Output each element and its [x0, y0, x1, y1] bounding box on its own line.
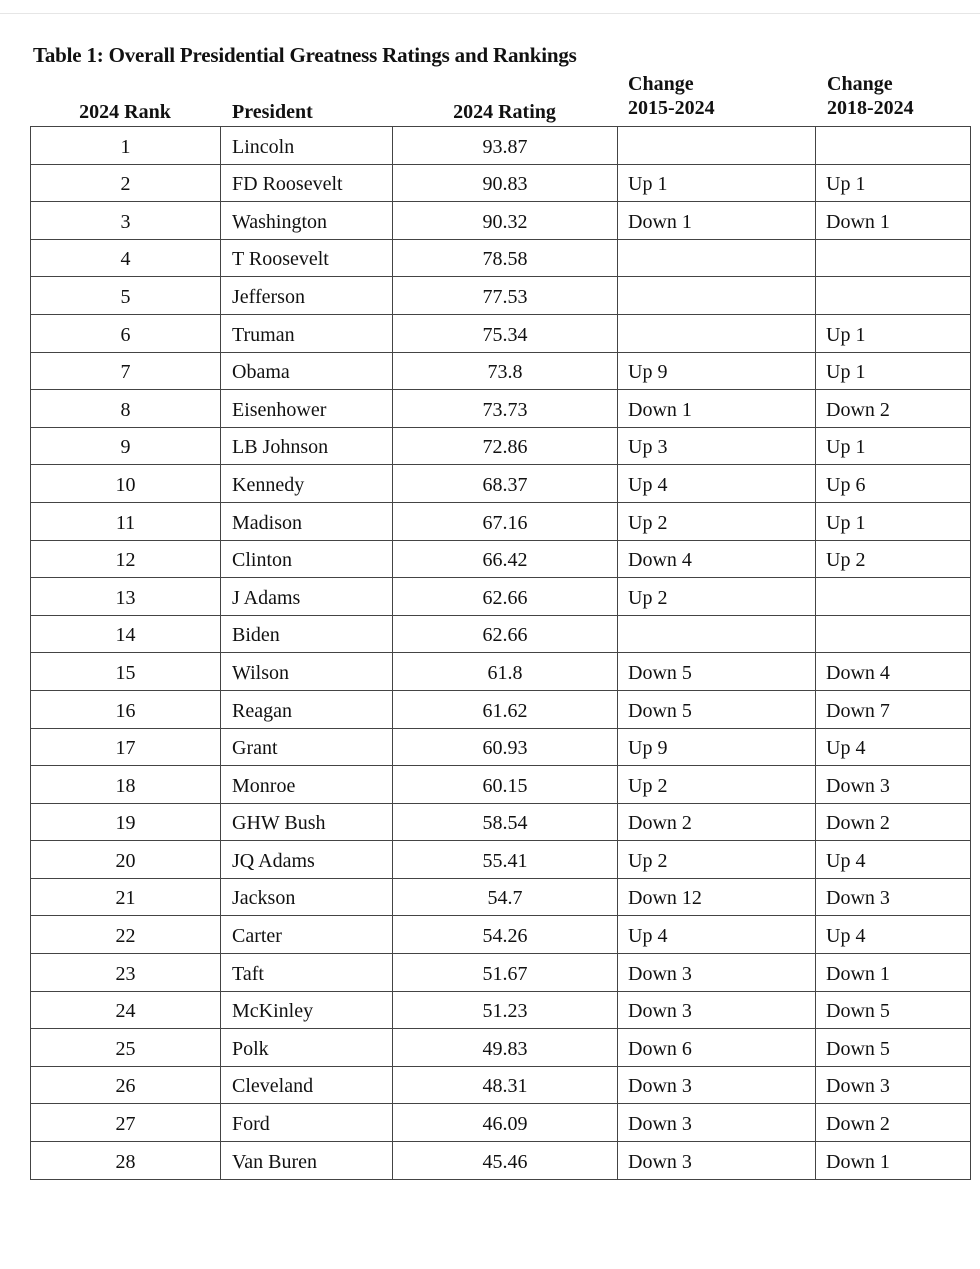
cell-change-2018-2024: Down 5 — [816, 1029, 971, 1067]
cell-president: Carter — [221, 916, 393, 954]
table-row — [31, 202, 971, 240]
cell-president: Eisenhower — [221, 390, 393, 428]
table-row — [31, 427, 971, 465]
cell-change-2015-2024: Down 12 — [618, 878, 816, 916]
cell-rank: 17 — [31, 728, 221, 766]
cell-rating: 78.58 — [393, 239, 618, 277]
table-row — [31, 239, 971, 277]
table-title: Table 1: Overall Presidential Greatness Ratings and Rankings — [33, 43, 577, 67]
cell-rank: 6 — [31, 314, 221, 352]
cell-change-2018-2024: Down 2 — [816, 803, 971, 841]
cell-rating: 46.09 — [393, 1104, 618, 1142]
table-row — [31, 916, 971, 954]
cell-change-2015-2024: Down 3 — [618, 1142, 816, 1180]
cell-rating: 61.62 — [393, 690, 618, 728]
cell-change-2018-2024: Up 4 — [816, 728, 971, 766]
cell-rank: 13 — [31, 578, 221, 616]
cell-change-2015-2024: Up 2 — [618, 841, 816, 879]
cell-change-2018-2024: Up 2 — [816, 540, 971, 578]
cell-rank: 8 — [31, 390, 221, 428]
column-header-change-2018-2024 — [827, 72, 914, 120]
table-row — [31, 615, 971, 653]
cell-rating: 62.66 — [393, 615, 618, 653]
cell-rating: 62.66 — [393, 578, 618, 616]
column-header-change-2015-2024 — [628, 72, 715, 120]
cell-rating: 58.54 — [393, 803, 618, 841]
column-header-change-2015-2024-line2: 2015-2024 — [628, 97, 715, 119]
table-row — [31, 1029, 971, 1067]
cell-president: Madison — [221, 502, 393, 540]
cell-change-2018-2024: Down 4 — [816, 653, 971, 691]
cell-rank: 12 — [31, 540, 221, 578]
cell-president: Reagan — [221, 690, 393, 728]
cell-change-2015-2024: Up 9 — [618, 352, 816, 390]
cell-president: J Adams — [221, 578, 393, 616]
cell-rating: 60.93 — [393, 728, 618, 766]
cell-president: Ford — [221, 1104, 393, 1142]
cell-change-2018-2024 — [816, 615, 971, 653]
cell-change-2015-2024: Up 9 — [618, 728, 816, 766]
cell-change-2018-2024 — [816, 277, 971, 315]
table-row — [31, 314, 971, 352]
table-row — [31, 502, 971, 540]
cell-rating: 48.31 — [393, 1066, 618, 1104]
cell-president: Obama — [221, 352, 393, 390]
cell-rank: 18 — [31, 766, 221, 804]
table-row — [31, 841, 971, 879]
cell-rating: 60.15 — [393, 766, 618, 804]
cell-change-2018-2024: Down 3 — [816, 878, 971, 916]
cell-change-2018-2024: Down 1 — [816, 954, 971, 992]
cell-change-2015-2024 — [618, 314, 816, 352]
cell-rank: 22 — [31, 916, 221, 954]
table-row — [31, 578, 971, 616]
cell-rating: 66.42 — [393, 540, 618, 578]
table-row — [31, 803, 971, 841]
cell-rank: 14 — [31, 615, 221, 653]
table-row — [31, 164, 971, 202]
cell-rank: 16 — [31, 690, 221, 728]
cell-president: Lincoln — [221, 127, 393, 165]
cell-rank: 26 — [31, 1066, 221, 1104]
cell-president: Wilson — [221, 653, 393, 691]
cell-president: Van Buren — [221, 1142, 393, 1180]
column-header-change-2015-2024-line1: Change — [628, 73, 694, 95]
cell-rank: 9 — [31, 427, 221, 465]
cell-rank: 21 — [31, 878, 221, 916]
cell-rating: 54.7 — [393, 878, 618, 916]
cell-rank: 27 — [31, 1104, 221, 1142]
cell-change-2018-2024: Up 6 — [816, 465, 971, 503]
cell-rating: 73.8 — [393, 352, 618, 390]
table-row — [31, 277, 971, 315]
column-header-rating: 2024 Rating — [453, 101, 556, 123]
column-header-president: President — [232, 101, 313, 123]
page-top-divider — [0, 13, 980, 14]
cell-change-2018-2024: Up 4 — [816, 916, 971, 954]
cell-rating: 68.37 — [393, 465, 618, 503]
cell-change-2018-2024 — [816, 239, 971, 277]
table-row — [31, 1066, 971, 1104]
cell-change-2015-2024: Down 2 — [618, 803, 816, 841]
cell-rating: 51.23 — [393, 991, 618, 1029]
cell-president: FD Roosevelt — [221, 164, 393, 202]
cell-rating: 45.46 — [393, 1142, 618, 1180]
cell-rating: 90.32 — [393, 202, 618, 240]
table-row — [31, 352, 971, 390]
cell-change-2018-2024: Up 1 — [816, 164, 971, 202]
cell-rating: 73.73 — [393, 390, 618, 428]
cell-president: T Roosevelt — [221, 239, 393, 277]
cell-change-2015-2024: Down 4 — [618, 540, 816, 578]
cell-change-2018-2024: Down 1 — [816, 1142, 971, 1180]
cell-rating: 49.83 — [393, 1029, 618, 1067]
cell-change-2018-2024: Down 2 — [816, 390, 971, 428]
cell-change-2015-2024: Up 2 — [618, 766, 816, 804]
cell-change-2015-2024: Down 3 — [618, 954, 816, 992]
cell-rating: 51.67 — [393, 954, 618, 992]
cell-president: Taft — [221, 954, 393, 992]
cell-rating: 90.83 — [393, 164, 618, 202]
cell-rank: 28 — [31, 1142, 221, 1180]
cell-president: McKinley — [221, 991, 393, 1029]
cell-change-2015-2024: Up 3 — [618, 427, 816, 465]
cell-change-2018-2024: Down 3 — [816, 766, 971, 804]
rankings-table-body — [31, 127, 971, 1180]
cell-president: Biden — [221, 615, 393, 653]
cell-change-2015-2024: Down 5 — [618, 653, 816, 691]
table-row — [31, 390, 971, 428]
cell-president: Monroe — [221, 766, 393, 804]
cell-rating: 54.26 — [393, 916, 618, 954]
cell-president: Jackson — [221, 878, 393, 916]
cell-change-2015-2024: Up 1 — [618, 164, 816, 202]
cell-change-2015-2024: Up 4 — [618, 916, 816, 954]
table-row — [31, 127, 971, 165]
cell-rank: 15 — [31, 653, 221, 691]
cell-change-2015-2024: Down 3 — [618, 991, 816, 1029]
cell-rank: 10 — [31, 465, 221, 503]
cell-change-2015-2024: Down 6 — [618, 1029, 816, 1067]
cell-president: Washington — [221, 202, 393, 240]
cell-change-2015-2024: Up 2 — [618, 502, 816, 540]
cell-change-2018-2024: Up 4 — [816, 841, 971, 879]
cell-change-2018-2024: Down 5 — [816, 991, 971, 1029]
column-header-change-2018-2024-line1: Change — [827, 73, 893, 95]
cell-rank: 7 — [31, 352, 221, 390]
table-row — [31, 540, 971, 578]
table-row — [31, 1142, 971, 1180]
cell-rating: 93.87 — [393, 127, 618, 165]
cell-rank: 25 — [31, 1029, 221, 1067]
cell-change-2015-2024: Down 1 — [618, 390, 816, 428]
cell-change-2015-2024 — [618, 277, 816, 315]
table-row — [31, 991, 971, 1029]
cell-change-2015-2024: Down 3 — [618, 1104, 816, 1142]
cell-change-2018-2024: Down 1 — [816, 202, 971, 240]
cell-change-2018-2024: Up 1 — [816, 427, 971, 465]
cell-president: Jefferson — [221, 277, 393, 315]
table-row — [31, 954, 971, 992]
cell-change-2018-2024 — [816, 127, 971, 165]
cell-rank: 5 — [31, 277, 221, 315]
cell-change-2015-2024 — [618, 615, 816, 653]
cell-change-2015-2024: Down 5 — [618, 690, 816, 728]
table-row — [31, 766, 971, 804]
cell-rating: 77.53 — [393, 277, 618, 315]
cell-president: Clinton — [221, 540, 393, 578]
cell-change-2015-2024 — [618, 127, 816, 165]
cell-rating: 67.16 — [393, 502, 618, 540]
table-row — [31, 465, 971, 503]
cell-rank: 2 — [31, 164, 221, 202]
cell-rating: 55.41 — [393, 841, 618, 879]
cell-change-2018-2024: Down 7 — [816, 690, 971, 728]
table-row — [31, 728, 971, 766]
cell-president: Polk — [221, 1029, 393, 1067]
table-row — [31, 878, 971, 916]
table-row — [31, 1104, 971, 1142]
cell-change-2015-2024: Down 1 — [618, 202, 816, 240]
cell-president: JQ Adams — [221, 841, 393, 879]
cell-change-2018-2024 — [816, 578, 971, 616]
cell-rating: 75.34 — [393, 314, 618, 352]
cell-president: Kennedy — [221, 465, 393, 503]
column-header-change-2018-2024-line2: 2018-2024 — [827, 97, 914, 119]
column-header-rank: 2024 Rank — [79, 101, 171, 123]
cell-rank: 11 — [31, 502, 221, 540]
cell-rank: 19 — [31, 803, 221, 841]
cell-change-2018-2024: Up 1 — [816, 502, 971, 540]
cell-president: Grant — [221, 728, 393, 766]
cell-change-2018-2024: Up 1 — [816, 314, 971, 352]
cell-change-2015-2024: Down 3 — [618, 1066, 816, 1104]
cell-rank: 23 — [31, 954, 221, 992]
cell-rating: 61.8 — [393, 653, 618, 691]
cell-president: Truman — [221, 314, 393, 352]
cell-rank: 3 — [31, 202, 221, 240]
cell-president: GHW Bush — [221, 803, 393, 841]
table-row — [31, 653, 971, 691]
cell-rank: 20 — [31, 841, 221, 879]
cell-change-2015-2024 — [618, 239, 816, 277]
rankings-table — [30, 126, 971, 1180]
cell-rank: 24 — [31, 991, 221, 1029]
cell-change-2018-2024: Down 3 — [816, 1066, 971, 1104]
cell-change-2018-2024: Up 1 — [816, 352, 971, 390]
cell-change-2015-2024: Up 2 — [618, 578, 816, 616]
cell-rank: 4 — [31, 239, 221, 277]
cell-rating: 72.86 — [393, 427, 618, 465]
cell-change-2015-2024: Up 4 — [618, 465, 816, 503]
cell-president: Cleveland — [221, 1066, 393, 1104]
cell-president: LB Johnson — [221, 427, 393, 465]
cell-rank: 1 — [31, 127, 221, 165]
table-row — [31, 690, 971, 728]
cell-change-2018-2024: Down 2 — [816, 1104, 971, 1142]
